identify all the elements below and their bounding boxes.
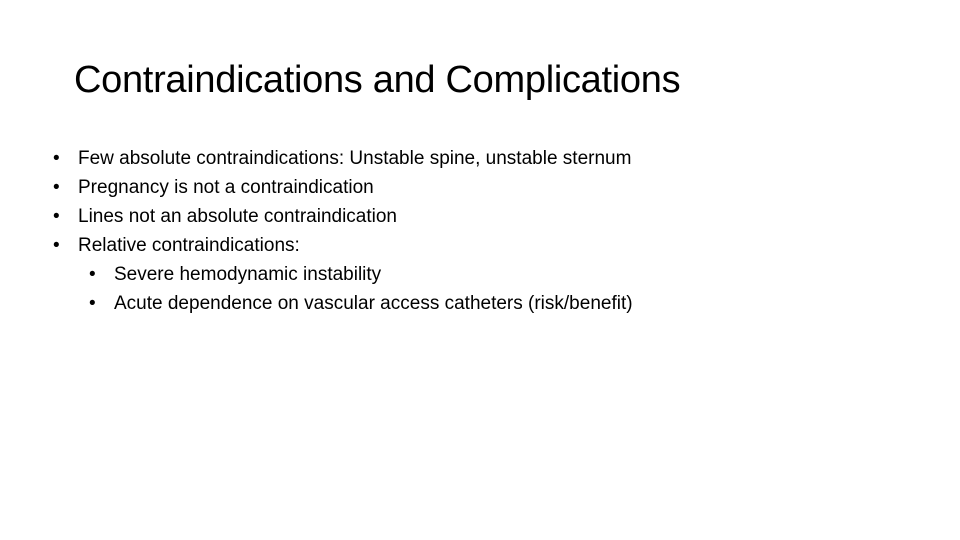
sub-bullet-item — [88, 289, 633, 318]
bullet-dot-icon: • — [53, 235, 60, 256]
bullet-item — [52, 202, 633, 231]
bullet-dot-icon: • — [53, 206, 60, 227]
bullet-text: Acute dependence on vascular access catheters (risk/benefit) — [114, 293, 633, 314]
bullet-text: Relative contraindications: — [78, 235, 300, 256]
bullet-text: Pregnancy is not a contraindication — [78, 177, 374, 198]
sub-bullet-item — [88, 260, 633, 289]
bullet-dot-icon: • — [53, 177, 60, 198]
slide-title: Contraindications and Complications — [74, 59, 681, 101]
bullet-item — [52, 231, 633, 260]
bullet-item — [52, 144, 633, 173]
bullet-list — [52, 144, 633, 318]
bullet-text: Few absolute contraindications: Unstable spine, unstable sternum — [78, 148, 632, 169]
bullet-dot-icon: • — [89, 293, 96, 314]
bullet-text: Severe hemodynamic instability — [114, 264, 382, 285]
bullet-text: Lines not an absolute contraindication — [78, 206, 398, 227]
bullet-dot-icon: • — [53, 148, 60, 169]
bullet-dot-icon: • — [89, 264, 96, 285]
bullet-item — [52, 173, 633, 202]
